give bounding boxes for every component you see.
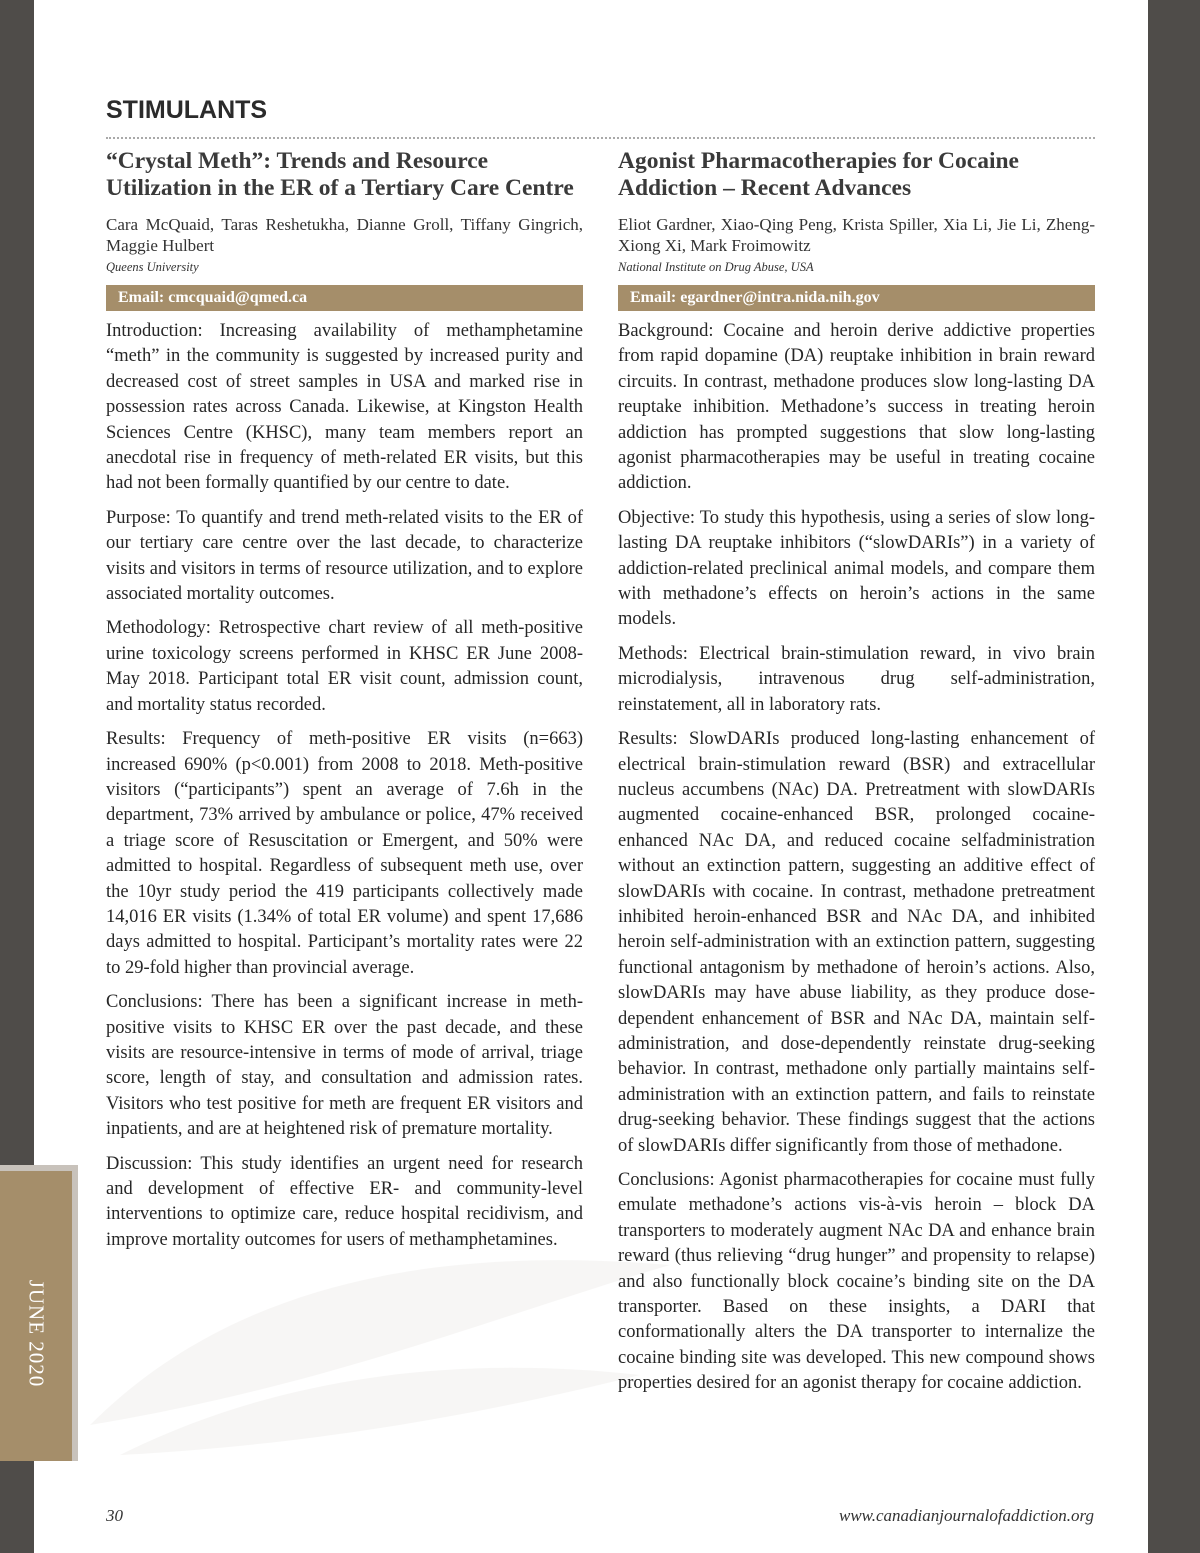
right-article [618,148,1095,1406]
article-affiliation: Queens University [106,260,199,274]
section-divider [106,137,1095,139]
abstract-methods: Methods: Electrical brain-stimulation reward, in vivo brain microdialysis, intravenous drug self-administration, reinstatement, all in laboratory rats. [618,643,1095,715]
article-title: Agonist Pharmacotherapies for Cocaine Addiction – Recent Advances [618,148,1019,201]
abstract-purpose: Purpose: To quantify and trend meth-related visits to the ER of our tertiary care centre over the last decade, to characterize visits and visitors in terms of resource utilization, and to explore associated mortality outcomes. [106,507,583,605]
abstract-methodology: Methodology: Retrospective chart review of all meth-positive urine toxicology screens performed in KHSC ER June 2008-May 2018. Participant total ER visit count, admission count, and mortality status recorded. [106,618,583,715]
abstract-background: Background: Cocaine and heroin derive addictive properties from rapid dopamine (DA) reuptake inhibition in brain reward circuits. In contrast, methadone produces slow long-lasting DA reuptake inhibition. Methadone’s success in treating heroin addiction has prompted suggestions that slow long-lasting agonist pharmacotherapies may be useful in treating cocaine addiction. [618,321,1095,494]
article-authors: Eliot Gardner, Xiao-Qing Peng, Krista Spiller, Xia Li, Jie Li, Zheng-Xiong Xi, Mark Froimowitz [618,215,1095,255]
abstract-objective: Objective: To study this hypothesis, using a series of slow long-lasting DA reuptake inhibitors (“slowDARIs”) in a variety of addiction-related preclinical animal models, and compare them with methadone’s effects on heroin’s actions in the same models. [618,507,1095,630]
month-tab-label: JUNE 2020 [24,1279,49,1387]
article-authors: Cara McQuaid, Taras Reshetukha, Dianne Groll, Tiffany Gingrich, Maggie Hulbert [106,215,583,255]
page-number: 30 [106,1506,123,1525]
left-article [106,148,583,1262]
author-email-link[interactable]: Email: cmcquaid@qmed.ca [106,285,583,311]
abstract-conclusions: Conclusions: There has been a significant increase in meth-positive visits to KHSC ER over the past decade, and these visits are resource-intensive in terms of mode of arrival, triage score, length of stay, and consultation and admission rates. Visitors who test positive for meth are frequent ER visitors and inpatients, and are at heightened risk of premature mortality. [106,992,583,1140]
abstract-discussion: Discussion: This study identifies an urgent need for research and development of effective ER- and community-level interventions to optimize care, reduce hospital recidivism, and improve mortality outcomes for users of methamphetamines. [106,1153,583,1250]
journal-url-link[interactable]: www.canadianjournalofaddiction.org [838,1506,1094,1525]
abstract-conclusions: Conclusions: Agonist pharmacotherapies for cocaine must fully emulate methadone’s actions vis-à-vis heroin – block DA transporters to moderately augment NAc DA and enhance brain reward (thus relieving “drug hunger” and propensity to relapse) and also functionally block cocaine’s binding site on the DA transporter. Based on these insights, a DARI that conformationally alters the DA transporter to internalize the cocaine binding site was developed. This new compound shows properties desired for an agonist therapy for cocaine addiction. [618,1170,1095,1394]
month-tab-label-wrap [3,1268,69,1398]
section-title: STIMULANTS [106,96,268,124]
abstract-introduction: Introduction: Increasing availability of methamphetamine “meth” in the community is suggested by increased purity and decreased cost of street samples in USA and marked rise in possession rates across Canada. Likewise, at Kingston Health Sciences Centre (KHSC), many team members report an anecdotal rise in frequency of meth-related ER visits, but this had not been formally quantified by our centre to date. [106,321,583,494]
abstract-results: Results: SlowDARIs produced long-lasting enhancement of electrical brain-stimulation reward (BSR) and extracellular nucleus accumbens (NAc) DA. Pretreatment with slowDARIs augmented cocaine-enhanced BSR, prolonged cocaine-enhanced NAc DA, and reduced cocaine selfadministration without an extinction pattern, suggesting an additive effect of slowDARIs with cocaine. In contrast, methadone pretreatment inhibited heroin-enhanced BSR and NAc DA, and inhibited heroin self-administration with an extinction pattern, suggesting functional antagonism by methadone of heroin’s actions. Also, slowDARIs may have abuse liability, as they produce dose-dependent enhancement of BSR and NAc DA, maintain self-administration, and dose-dependently reinstate drug-seeking behavior. In contrast, methadone only partially maintains self-administration with an extinction pattern, and fails to reinstate drug-seeking behavior. These findings suggest that the actions of slowDARIs differ significantly from those of methadone. [618,729,1095,1156]
right-edge-bar [1148,0,1200,1553]
article-affiliation: National Institute on Drug Abuse, USA [618,260,814,274]
author-email-link[interactable]: Email: egardner@intra.nida.nih.gov [618,285,1095,311]
article-title: “Crystal Meth”: Trends and Resource Utilization in the ER of a Tertiary Care Centre [106,148,574,201]
abstract-results: Results: Frequency of meth-positive ER visits (n=663) increased 690% (p<0.001) from 2008 to 2018. Meth-positive visitors (“participants”) spent an average of 7.6h in the department, 73% arrived by ambulance or police, 47% received a triage score of Resuscitation or Emergent, and 50% were admitted to hospital. Regardless of subsequent meth use, over the 10yr study period the 419 participants collectively made 14,016 ER visits (1.34% of total ER volume) and spent 17,686 days admitted to hospital. Participant’s mortality rates were 22 to 29-fold higher than provincial average. [106,729,583,978]
